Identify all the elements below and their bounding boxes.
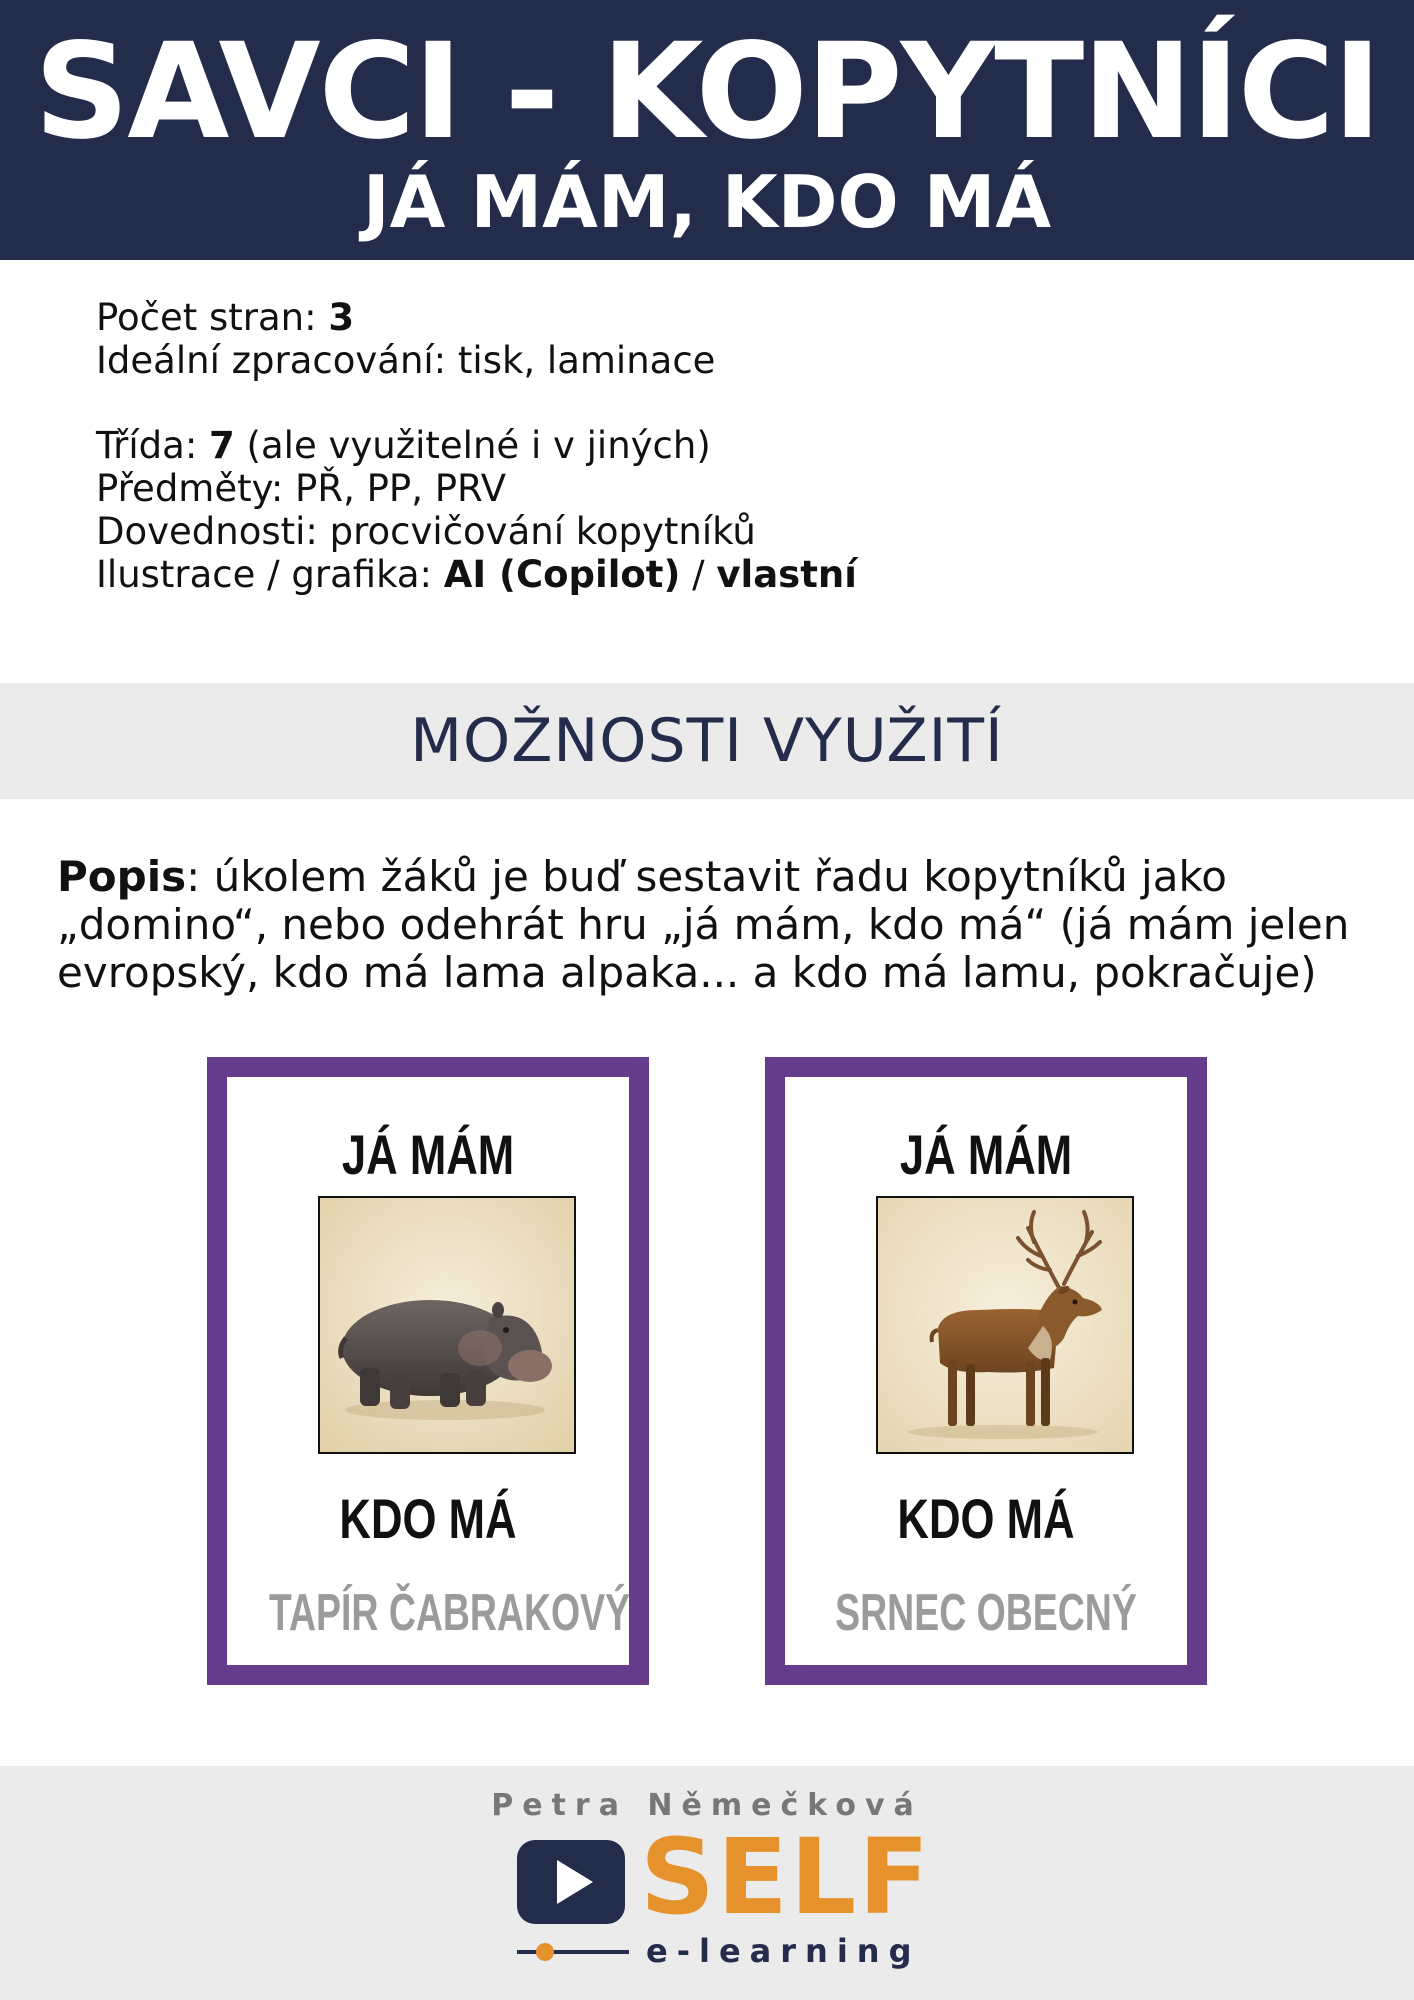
hippopotamus-illustration — [318, 1196, 576, 1454]
class-note: (ale využitelné i v jiných) — [234, 424, 711, 467]
illustration-sep: / — [680, 553, 717, 596]
skills-line: Dovednosti: procvičování kopytníků — [96, 510, 756, 553]
description-text: : úkolem žáků je buď sestavit řadu kopytníků jako „domino“, nebo odehrát hru „já mám, kdo má“ (já mám jelen evropský, kdo má lama alpaka... a kdo má lamu, pokračuje) — [57, 852, 1350, 997]
pages-value: 3 — [328, 296, 355, 339]
illustration-ai: AI (Copilot) — [443, 553, 681, 596]
info-block — [96, 296, 1296, 596]
description-label: Popis — [57, 852, 187, 901]
card-have-label: JÁ MÁM — [341, 1123, 515, 1186]
pages-label: Počet stran: — [96, 296, 329, 339]
section-title: MOŽNOSTI VYUŽITÍ — [410, 706, 1004, 776]
page-subtitle: JÁ MÁM, KDO MÁ — [362, 160, 1052, 244]
card-who-label: KDO MÁ — [897, 1487, 1075, 1550]
class-value: 7 — [209, 424, 235, 467]
description — [57, 853, 1377, 997]
card-next-animal: TAPÍR ČABRAKOVÝ — [268, 1584, 631, 1642]
pages-line — [96, 296, 1296, 339]
illustration-label: Ilustrace / grafika: — [96, 553, 444, 596]
illustration-line — [96, 553, 1296, 596]
subjects-line: Předměty: PŘ, PP, PRV — [96, 467, 507, 510]
footer — [0, 1766, 1414, 2000]
card-next-animal: SRNEC OBECNÝ — [835, 1584, 1137, 1642]
card-have-label: JÁ MÁM — [899, 1123, 1073, 1186]
class-label: Třída: — [96, 424, 210, 467]
processing-line: Ideální zpracování: tisk, laminace — [96, 339, 716, 382]
class-line — [96, 424, 1296, 467]
illustration-own: vlastní — [716, 553, 857, 596]
sample-card-1 — [207, 1057, 649, 1685]
author-name: Petra Němečková — [491, 1788, 923, 1823]
page-title: SAVCI - KOPYTNÍCI — [34, 15, 1380, 169]
section-band — [0, 683, 1414, 799]
sample-card-2 — [765, 1057, 1207, 1685]
progress-line-icon — [517, 1942, 629, 1966]
brand-name: SELF — [640, 1816, 932, 1938]
card-who-label: KDO MÁ — [339, 1487, 517, 1550]
red-deer-illustration — [876, 1196, 1134, 1454]
play-button-icon — [517, 1840, 625, 1928]
brand-tagline: e-learning — [646, 1932, 921, 1970]
page-header — [0, 0, 1414, 260]
